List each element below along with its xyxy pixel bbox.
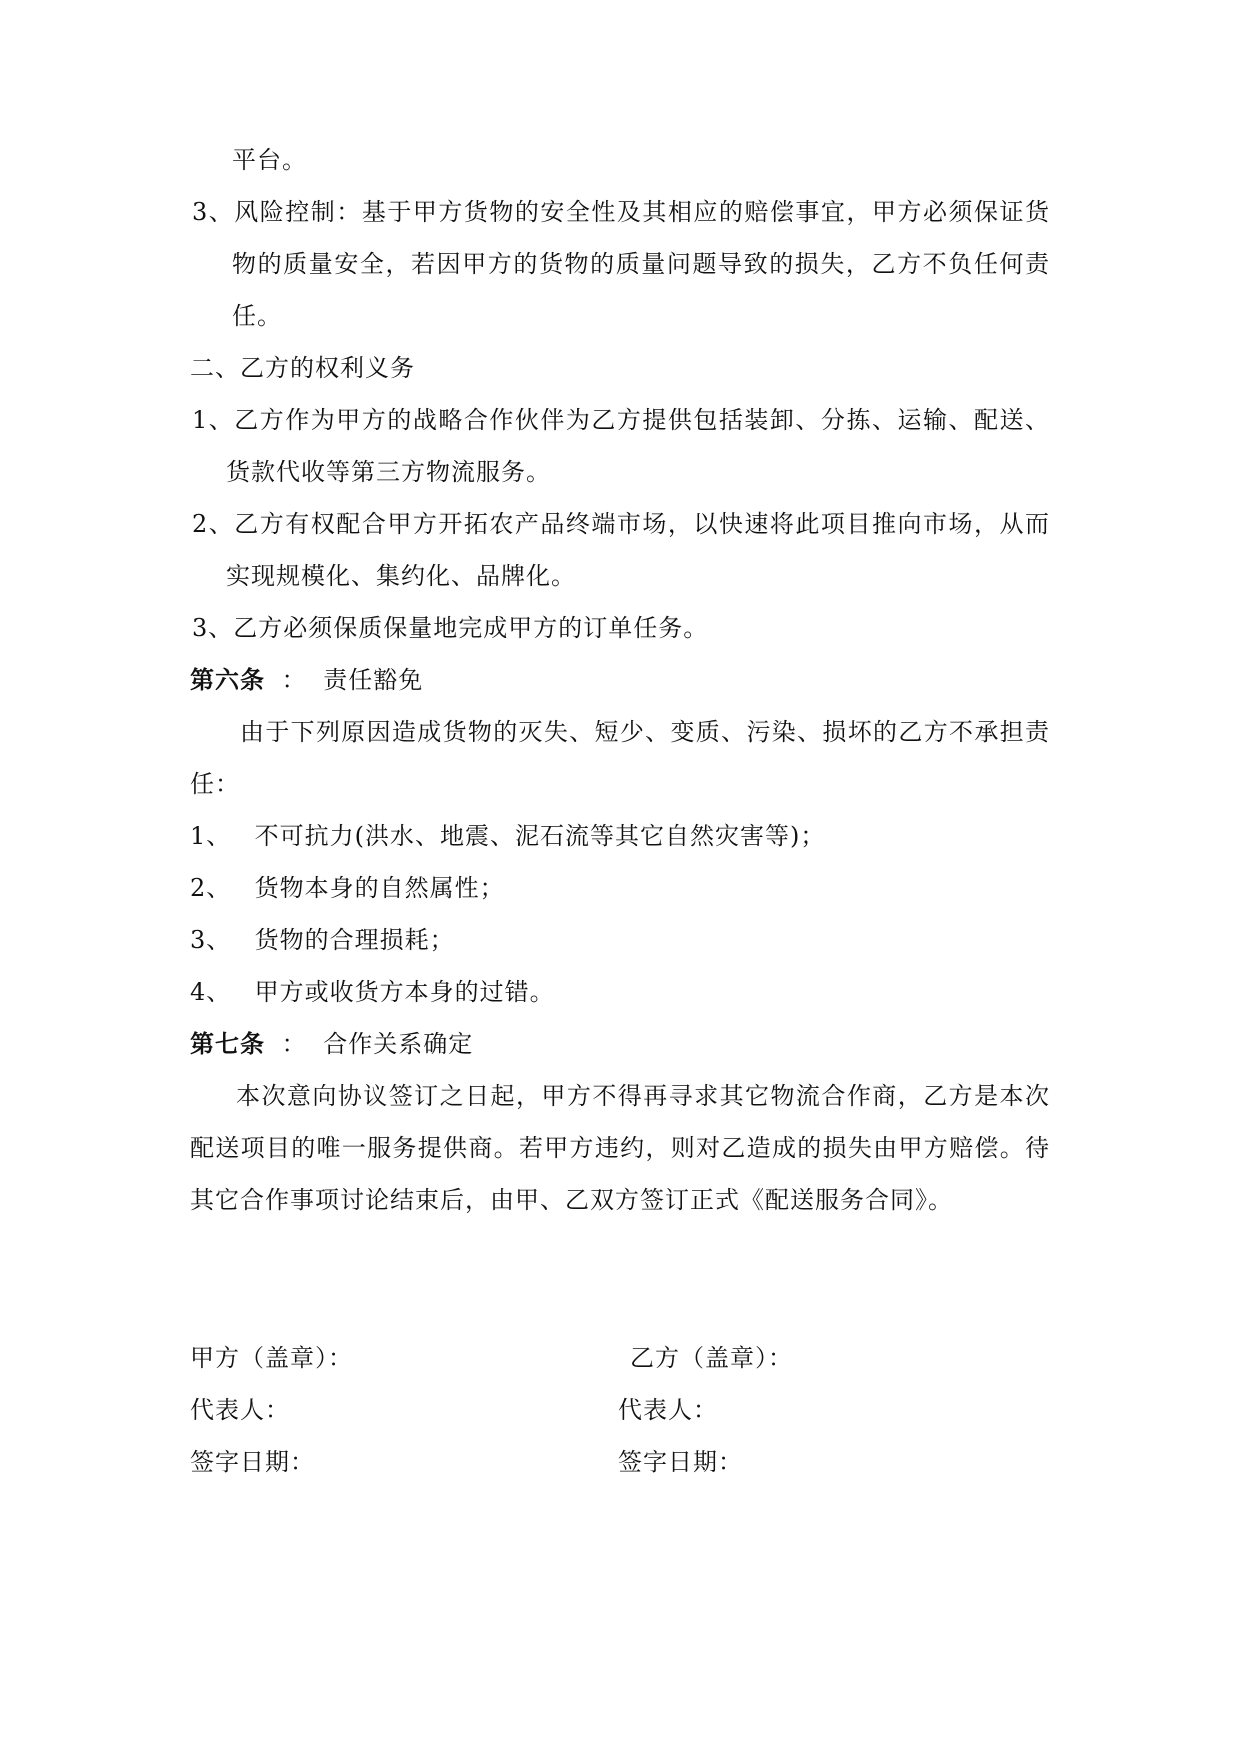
clause-continuation: 平台。 [232, 146, 307, 174]
risk-control-line-3: 任。 [232, 302, 282, 330]
exemption-item [190, 872, 505, 904]
article-7-label: 第七条 [190, 1029, 265, 1058]
exemption-item [190, 924, 455, 956]
article-7-title: 合作关系确定 [323, 1030, 474, 1058]
party-b-item-2-line-1: 2、乙方有权配合甲方开拓农产品终端市场，以快速将此项目推向市场，从而 [192, 510, 1050, 538]
party-b-representative-label: 代表人： [618, 1396, 718, 1424]
risk-control-line-2: 物的质量安全，若因甲方的货物的质量问题导致的损失，乙方不负任何责 [232, 250, 1050, 278]
party-b-item-3: 3、乙方必须保质保量地完成甲方的订单任务。 [192, 614, 709, 642]
exemption-item-text: 不可抗力(洪水、地震、泥石流等其它自然灾害等)； [254, 822, 826, 850]
article-7-heading [190, 1028, 473, 1060]
exemption-item-number: 4、 [190, 978, 232, 1006]
article-7-paragraph-line-3: 其它合作事项讨论结束后，由甲、乙双方签订正式《配送服务合同》。 [190, 1186, 953, 1214]
article-7-paragraph-line-1: 本次意向协议签订之日起，甲方不得再寻求其它物流合作商，乙方是本次 [236, 1082, 1050, 1110]
party-b-item-1-line-1: 1、乙方作为甲方的战略合作伙伴为乙方提供包括装卸、分拣、运输、配送、 [192, 406, 1050, 434]
section-heading-party-b: 二、乙方的权利义务 [190, 354, 415, 382]
party-b-seal-label: 乙方（盖章）： [630, 1344, 793, 1372]
exemption-item [190, 976, 555, 1008]
party-a-sign-date-label: 签字日期： [190, 1448, 315, 1476]
party-a-representative-label: 代表人： [190, 1396, 290, 1424]
exemption-item-text: 货物本身的自然属性； [254, 874, 505, 902]
exemption-item-number: 2、 [190, 874, 232, 902]
exemption-item [190, 820, 825, 852]
article-6-intro-line-1: 由于下列原因造成货物的灭失、短少、变质、污染、损坏的乙方不承担责 [240, 718, 1050, 746]
article-6-intro-line-2: 任： [190, 770, 240, 798]
exemption-item-number: 1、 [190, 822, 232, 850]
article-7-paragraph-line-2: 配送项目的唯一服务提供商。若甲方违约，则对乙造成的损失由甲方赔偿。待 [190, 1134, 1050, 1162]
risk-control-line-1: 3、风险控制：基于甲方货物的安全性及其相应的赔偿事宜，甲方必须保证货 [192, 198, 1050, 226]
article-6-label: 第六条 [190, 665, 265, 694]
article-6-separator: ： [281, 666, 307, 694]
exemption-item-text: 货物的合理损耗； [254, 926, 455, 954]
article-6-title: 责任豁免 [323, 666, 424, 694]
party-b-item-1-line-2: 货款代收等第三方物流服务。 [226, 458, 551, 486]
party-a-seal-label: 甲方（盖章）： [190, 1344, 353, 1372]
party-b-sign-date-label: 签字日期： [618, 1448, 743, 1476]
exemption-item-number: 3、 [190, 926, 232, 954]
article-7-separator: ： [281, 1030, 307, 1058]
exemption-item-text: 甲方或收货方本身的过错。 [254, 978, 555, 1006]
party-b-item-2-line-2: 实现规模化、集约化、品牌化。 [226, 562, 576, 590]
article-6-heading [190, 664, 423, 696]
